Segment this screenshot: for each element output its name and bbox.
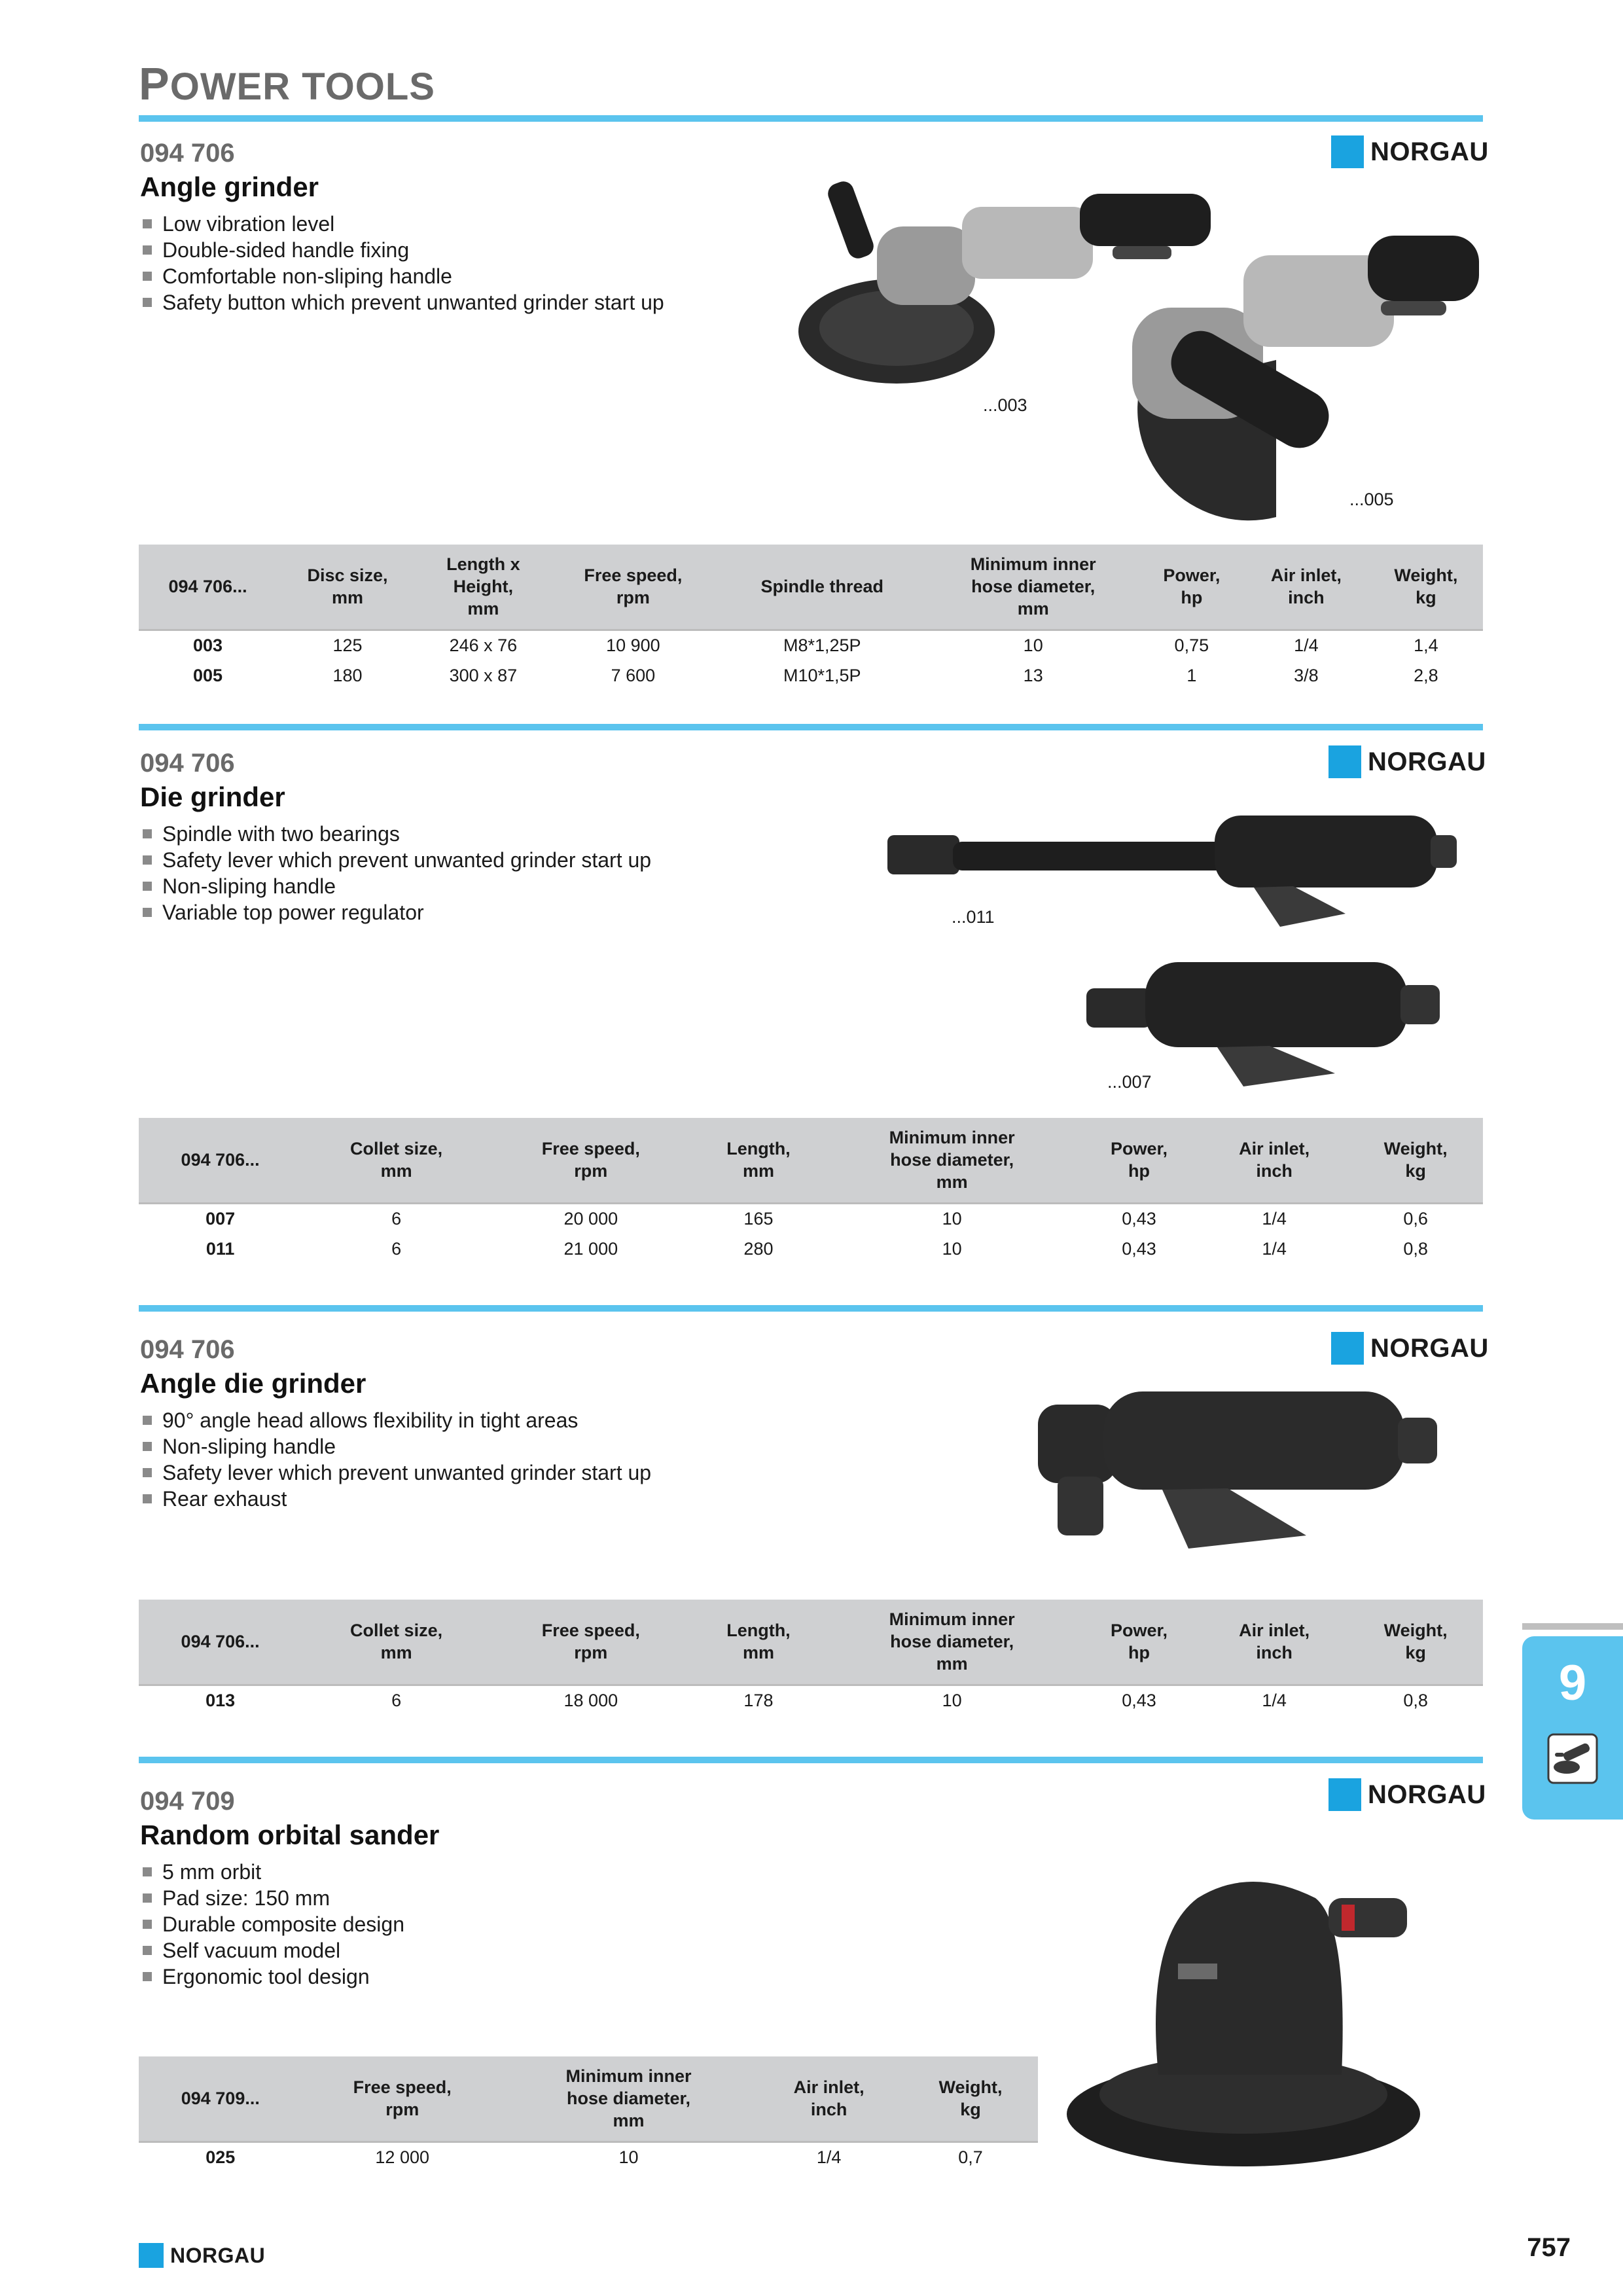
footer-brand: NORGAU <box>139 2241 265 2270</box>
feature-item: Durable composite design <box>140 1911 404 1937</box>
section-divider <box>139 115 1483 122</box>
table-header-cell: Collet size, mm <box>302 1118 491 1203</box>
feature-list <box>140 211 664 315</box>
table-header-cell: Minimum inner hose diameter, mm <box>826 1600 1078 1685</box>
table-header-cell: Air inlet, inch <box>1243 545 1369 630</box>
section-divider <box>139 724 1483 730</box>
table-header-row <box>139 1600 1483 1685</box>
table-header-cell: Free speed, rpm <box>491 1600 691 1685</box>
image-label: ...011 <box>952 907 995 927</box>
page-number: 757 <box>1527 2233 1571 2262</box>
table-header-cell: Length x Height, mm <box>418 545 548 630</box>
table-row: 025 12 000 10 1/4 0,7 <box>139 2142 1038 2173</box>
spec-table <box>139 2056 1038 2173</box>
brand-square-icon <box>1331 1332 1364 1365</box>
product-name: Die grinder <box>140 781 285 812</box>
table-header-cell: Air inlet, inch <box>1200 1600 1348 1685</box>
feature-item: Variable top power regulator <box>140 899 651 925</box>
brand-square-icon <box>139 2243 164 2268</box>
brand-logo: NORGAU <box>1331 1330 1489 1367</box>
feature-item: Low vibration level <box>140 211 664 237</box>
table-header-cell: Weight, kg <box>1348 1600 1483 1685</box>
brand-logo: NORGAU <box>1329 744 1486 780</box>
table-header-cell: Power, hp <box>1078 1600 1200 1685</box>
brand-square-icon <box>1329 1778 1361 1811</box>
product-code: 094 706 <box>140 139 235 168</box>
table-header-cell: Weight, kg <box>903 2056 1038 2142</box>
orbital-sander-025-image <box>1067 1859 1433 2166</box>
table-header-cell: Spindle thread <box>718 545 927 630</box>
feature-item: Pad size: 150 mm <box>140 1885 404 1911</box>
feature-list <box>140 821 651 925</box>
table-header-cell: Minimum inner hose diameter, mm <box>503 2056 755 2142</box>
feature-item: Double-sided handle fixing <box>140 237 664 263</box>
table-header-cell: Weight, kg <box>1348 1118 1483 1203</box>
feature-item: 5 mm orbit <box>140 1859 404 1885</box>
section-divider <box>139 1757 1483 1763</box>
product-code: 094 706 <box>140 749 235 778</box>
product-name: Random orbital sander <box>140 1820 440 1850</box>
feature-list <box>140 1407 651 1512</box>
brand-square-icon <box>1329 745 1361 778</box>
brand-logo: NORGAU <box>1331 134 1489 170</box>
image-label: ...007 <box>1107 1072 1152 1092</box>
table-header-cell: Length, mm <box>691 1118 827 1203</box>
product-name: Angle die grinder <box>140 1368 366 1399</box>
feature-item: Comfortable non-sliping handle <box>140 263 664 289</box>
angle-grinder-icon <box>1547 1733 1598 1784</box>
table-header-cell: Free speed, rpm <box>302 2056 503 2142</box>
feature-item: Safety lever which prevent unwanted grinder start up <box>140 847 651 873</box>
angle-die-grinder-013-image <box>1031 1378 1450 1555</box>
feature-item: Self vacuum model <box>140 1937 404 1964</box>
table-row: 003 125 246 x 76 10 900 M8*1,25P 10 0,75 1/4 1,4 <box>139 630 1483 661</box>
table-header-cell: Free speed, rpm <box>491 1118 691 1203</box>
brand-square-icon <box>1331 135 1364 168</box>
feature-item: Spindle with two bearings <box>140 821 651 847</box>
section-divider <box>139 1305 1483 1312</box>
table-header-cell: Air inlet, inch <box>755 2056 903 2142</box>
table-row: 013 6 18 000 178 10 0,43 1/4 0,8 <box>139 1685 1483 1716</box>
image-label: ...005 <box>1349 490 1394 509</box>
table-header-cell: 094 706... <box>139 1118 302 1203</box>
table-header-row <box>139 2056 1038 2142</box>
product-name: Angle grinder <box>140 171 319 202</box>
chapter-number: 9 <box>1558 1655 1587 1711</box>
angle-grinder-005-image <box>1073 229 1479 530</box>
spec-table <box>139 545 1483 691</box>
table-header-cell: 094 706... <box>139 1600 302 1685</box>
feature-item: 90° angle head allows flexibility in tight areas <box>140 1407 651 1433</box>
table-header-cell: Air inlet, inch <box>1200 1118 1348 1203</box>
feature-list <box>140 1859 404 1990</box>
table-header-cell: Length, mm <box>691 1600 827 1685</box>
table-header-cell: Collet size, mm <box>302 1600 491 1685</box>
page-title: POWER TOOLS <box>139 58 435 109</box>
feature-item: Non-sliping handle <box>140 873 651 899</box>
product-code: 094 709 <box>140 1787 235 1816</box>
table-header-cell: Minimum inner hose diameter, mm <box>826 1118 1078 1203</box>
table-row: 007 6 20 000 165 10 0,43 1/4 0,6 <box>139 1203 1483 1234</box>
image-label: ...003 <box>983 395 1027 415</box>
table-header-cell: 094 709... <box>139 2056 302 2142</box>
brand-logo: NORGAU <box>1329 1776 1486 1813</box>
spec-table <box>139 1600 1483 1716</box>
table-header-cell: Power, hp <box>1078 1118 1200 1203</box>
feature-item: Non-sliping handle <box>140 1433 651 1460</box>
feature-item: Safety lever which prevent unwanted grinder start up <box>140 1460 651 1486</box>
feature-item: Rear exhaust <box>140 1486 651 1512</box>
table-header-cell: Disc size, mm <box>277 545 418 630</box>
table-header-cell: Free speed, rpm <box>548 545 718 630</box>
feature-item: Ergonomic tool design <box>140 1964 404 1990</box>
table-row: 011 6 21 000 280 10 0,43 1/4 0,8 <box>205 1239 1428 1259</box>
feature-item: Safety button which prevent unwanted grinder start up <box>140 289 664 315</box>
product-code: 094 706 <box>140 1335 235 1364</box>
table-header-cell: Power, hp <box>1140 545 1243 630</box>
table-header-row <box>139 545 1483 630</box>
table-header-cell: Weight, kg <box>1369 545 1483 630</box>
table-header-cell: 094 706... <box>139 545 277 630</box>
spec-table <box>139 1118 1483 1265</box>
table-header-row <box>139 1118 1483 1203</box>
table-row: 005 180 300 x 87 7 600 M10*1,5P 13 1 3/8 2,8 <box>193 666 1438 685</box>
table-header-cell: Minimum inner hose diameter, mm <box>927 545 1140 630</box>
side-tab-bar <box>1522 1623 1623 1630</box>
